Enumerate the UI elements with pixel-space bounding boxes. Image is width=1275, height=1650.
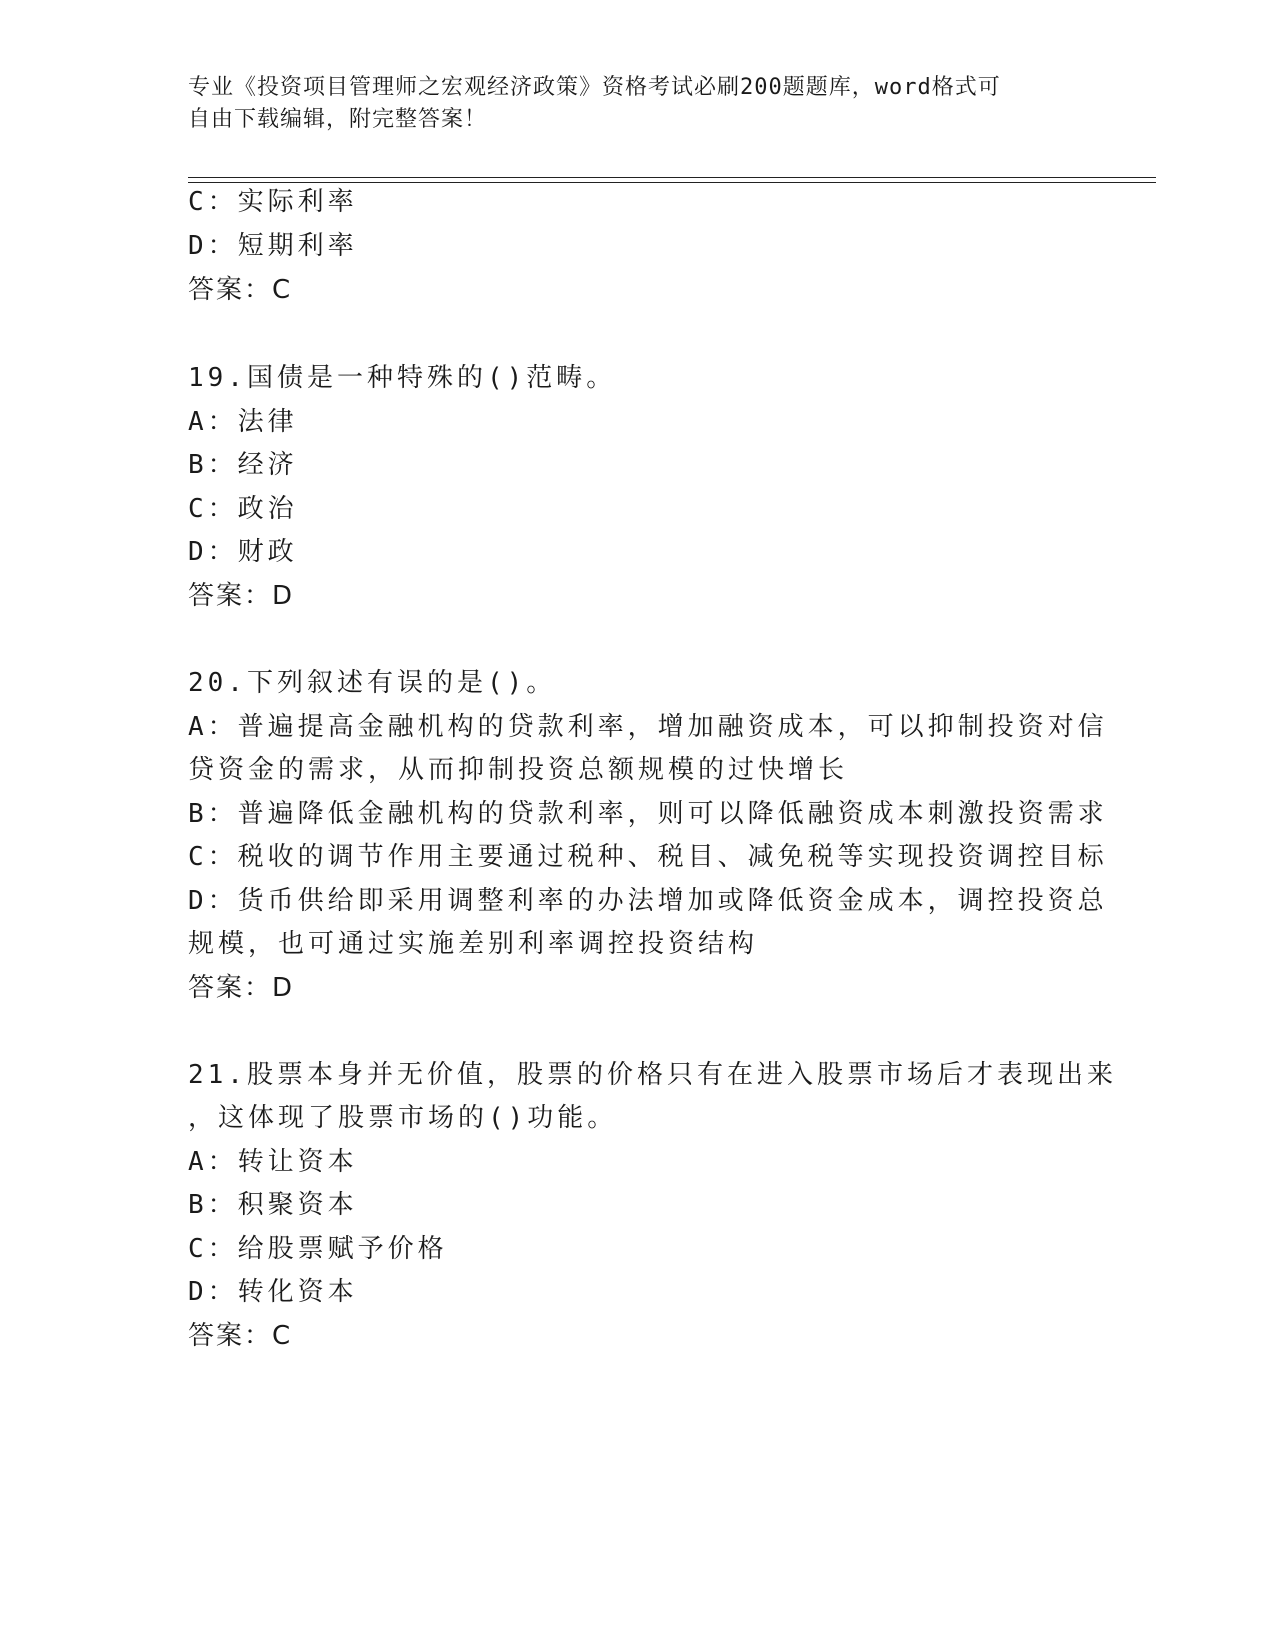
q21-stem-line-2: ，这体现了股票市场的()功能。: [188, 1103, 618, 1133]
q20-answer: 答案：D: [188, 973, 295, 1003]
prev-answer: 答案：C: [188, 275, 293, 305]
q19-stem: 19.国债是一种特殊的()范畴。: [188, 363, 617, 393]
q20-stem: 20.下列叙述有误的是()。: [188, 668, 557, 698]
q21-option-b: B：积聚资本: [188, 1190, 358, 1220]
q20-option-a-line-1: A：普遍提高金融机构的贷款利率，增加融资成本，可以抑制投资对信: [188, 712, 1108, 742]
document-header: [188, 72, 1068, 136]
q19-option-c: C：政治: [188, 494, 298, 524]
q21-option-d: D：转化资本: [188, 1277, 358, 1307]
q19-option-b: B：经济: [188, 450, 298, 480]
prev-option-c: C：实际利率: [188, 187, 358, 217]
q21-stem-line-1: 21.股票本身并无价值，股票的价格只有在进入股票市场后才表现出来: [188, 1060, 1117, 1090]
prev-option-d: D：短期利率: [188, 231, 358, 261]
header-line-2: 自由下载编辑，附完整答案！: [188, 107, 488, 132]
q19-option-d: D：财政: [188, 537, 298, 567]
q21-option-a: A：转让资本: [188, 1147, 358, 1177]
q20-option-c: C：税收的调节作用主要通过税种、税目、减免税等实现投资调控目标: [188, 842, 1108, 872]
q21-answer: 答案：C: [188, 1321, 293, 1351]
q20-option-a-line-2: 贷资金的需求，从而抑制投资总额规模的过快增长: [188, 755, 849, 785]
q20-option-d-line-1: D：货币供给即采用调整利率的办法增加或降低资金成本，调控投资总: [188, 886, 1108, 916]
q19-answer: 答案：D: [188, 581, 295, 611]
header-rule-top: [188, 177, 1156, 178]
q21-option-c: C：给股票赋予价格: [188, 1234, 448, 1264]
q20-option-d-line-2: 规模，也可通过实施差别利率调控投资结构: [188, 929, 759, 959]
q19-option-a: A：法律: [188, 407, 298, 437]
header-line-1: 专业《投资项目管理师之宏观经济政策》资格考试必刷200题题库，word格式可: [188, 75, 1001, 100]
q20-option-b: B：普遍降低金融机构的贷款利率，则可以降低融资成本刺激投资需求: [188, 799, 1108, 829]
header-rule-bottom: [188, 182, 1156, 183]
